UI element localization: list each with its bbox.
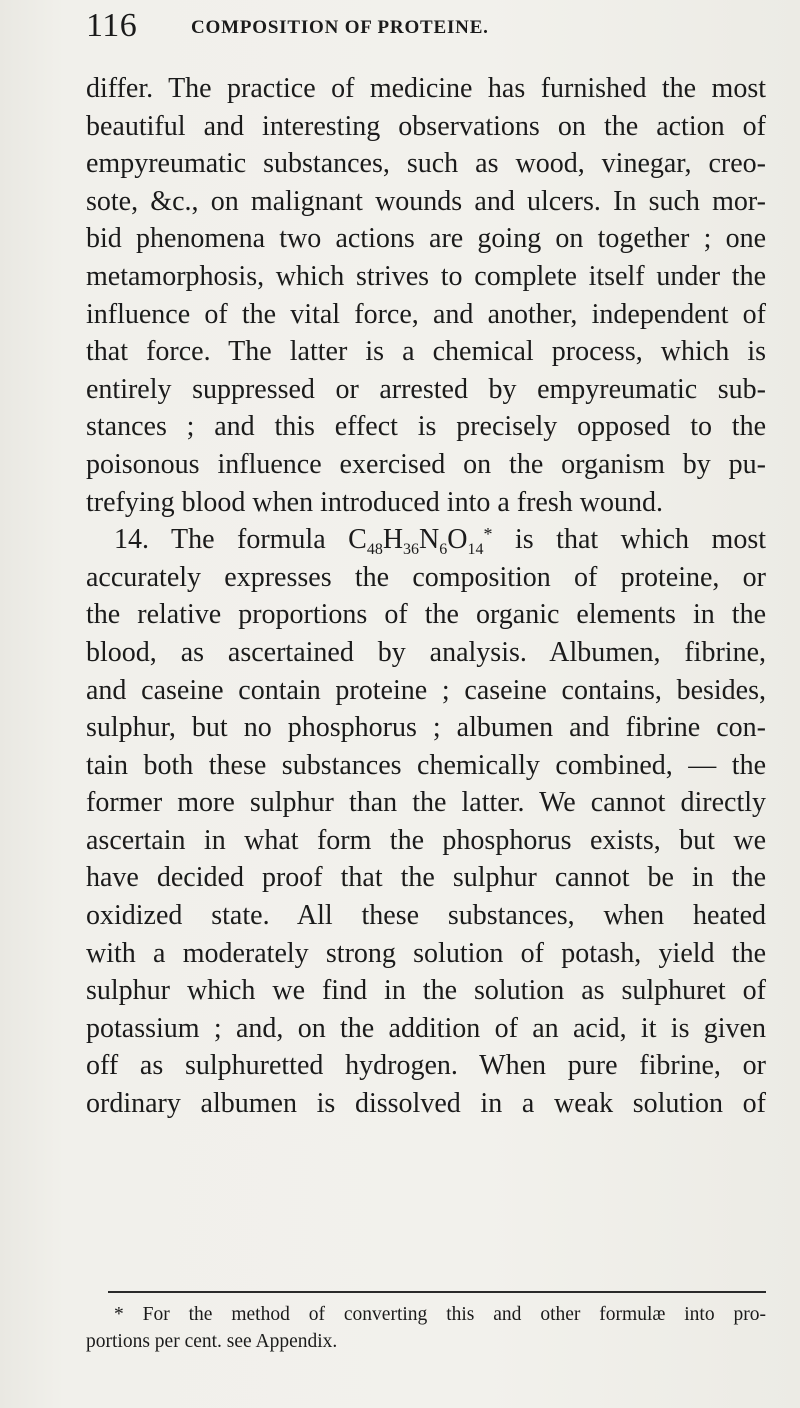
footnote-line: portions per cent. see Appendix. [86, 1331, 338, 1352]
text-line: and caseine contain proteine ; caseine contains, besides, [86, 674, 766, 706]
running-head: COMPOSITION OF PROTEINE. [191, 17, 489, 38]
formula-suffix: is that which most [492, 524, 766, 556]
text-line: with a moderately strong solution of potash, yield the [86, 937, 766, 969]
formula-subscript: 48 [366, 541, 383, 559]
footnote-line: * For the method of converting this and other formulæ into pro- [114, 1304, 766, 1325]
footnote-divider [108, 1291, 766, 1293]
text-line: the relative proportions of the organic elements in the [86, 599, 766, 631]
text-line: stances ; and this effect is precisely opposed to the [86, 411, 766, 443]
text-line: potassium ; and, on the addition of an acid, it is given [86, 1012, 766, 1044]
formula-element: C [348, 524, 367, 556]
page-number: 116 [86, 7, 138, 44]
formula-line [86, 521, 766, 559]
text-line: metamorphosis, which strives to complete itself under the [86, 260, 766, 292]
chemical-formula [348, 524, 493, 559]
formula-prefix: 14. The formula [114, 524, 349, 556]
text-line: that force. The latter is a chemical process, which is [86, 336, 766, 368]
text-line: ordinary albumen is dissolved in a weak solution of [86, 1088, 766, 1120]
text-line: sote, &c., on malignant wounds and ulcers. In such mor- [86, 185, 766, 217]
text-line: trefying blood when introduced into a fresh wound. [86, 486, 663, 518]
main-text [86, 70, 766, 1123]
text-line: blood, as ascertained by analysis. Albumen, fibrine, [86, 636, 766, 668]
footnote-marker: * [483, 524, 493, 545]
text-line: entirely suppressed or arrested by empyreumatic sub- [86, 373, 766, 405]
text-line: have decided proof that the sulphur cannot be in the [86, 862, 766, 894]
text-line: sulphur, but no phosphorus ; albumen and fibrine con- [86, 712, 766, 744]
text-line: sulphur which we find in the solution as sulphuret of [86, 975, 766, 1007]
text-line: accurately expresses the composition of proteine, or [86, 561, 766, 593]
text-line: influence of the vital force, and another, independent of [86, 298, 766, 330]
text-line: empyreumatic substances, such as wood, vinegar, creo- [86, 148, 766, 180]
text-line: differ. The practice of medicine has furnished the most [86, 73, 766, 104]
formula-element: H [382, 524, 404, 556]
text-line: poisonous influence exercised on the organism by pu- [86, 448, 766, 480]
formula-subscript: 36 [403, 541, 420, 559]
formula-subscript: 6 [439, 541, 448, 559]
formula-subscript: 14 [467, 541, 484, 559]
text-line: bid phenomena two actions are going on together ; one [86, 223, 766, 255]
formula-element: O [447, 524, 468, 556]
text-line: beautiful and interesting observations on the action of [86, 110, 766, 142]
page-header [86, 6, 766, 46]
text-line: off as sulphuretted hydrogen. When pure fibrine, or [86, 1050, 766, 1082]
text-line: oxidized state. All these substances, when heated [86, 900, 766, 932]
text-line: tain both these substances chemically combined, — the [86, 749, 766, 781]
formula-element: N [419, 524, 440, 556]
text-line: ascertain in what form the phosphorus exists, but we [86, 824, 766, 856]
text-line: former more sulphur than the latter. We cannot directly [86, 787, 766, 819]
footnote [86, 1301, 766, 1355]
